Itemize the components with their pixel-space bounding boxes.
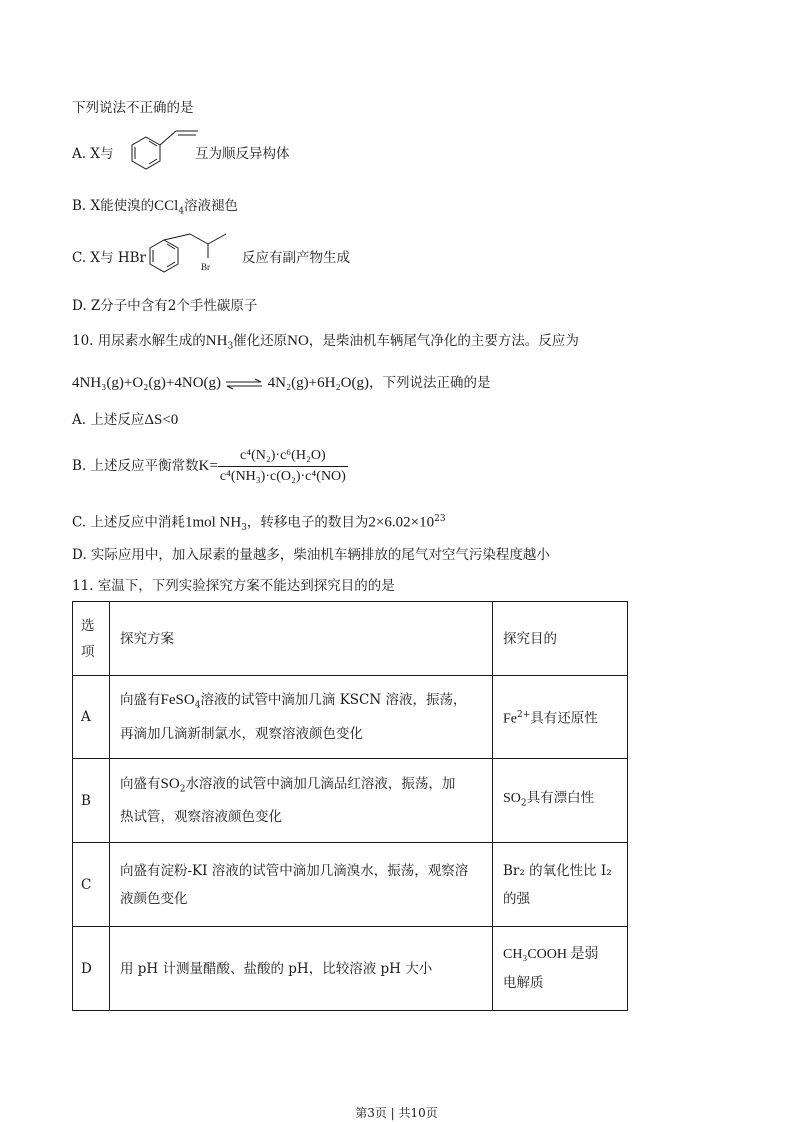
q10-stem-pre: 10. 用尿素水解生成的 <box>72 333 206 349</box>
propylbenzene-structure-icon <box>146 230 242 282</box>
q10-stem <box>72 331 579 357</box>
mol-nh3: 1mol NH <box>184 514 242 531</box>
q10-stem-post: ，是柴油机车辆尾气净化的主要方法。反应为 <box>308 333 579 349</box>
row-goal <box>493 676 628 759</box>
q10-option-b-prefix: B. 上述反应平衡常数 <box>72 458 199 474</box>
plan-text: 向盛有 <box>120 692 161 709</box>
q10-equation <box>72 373 491 393</box>
header-plan: 探究方案 <box>110 602 493 676</box>
row-goal <box>493 927 628 1011</box>
plan-text-line2: 再滴加几滴新制氯水，观察溶液颜色变化 <box>120 725 363 742</box>
feso4-subscript: 4 <box>194 700 201 711</box>
goal-text: 具有还原性 <box>530 710 598 727</box>
row-option: C <box>73 843 110 927</box>
table-header-row <box>73 602 628 676</box>
table-row <box>73 759 628 843</box>
q10-stem-mid: 催化还原 <box>233 333 288 349</box>
row-plan <box>110 927 493 1011</box>
electron-count: 2×6.02×10 <box>368 514 435 531</box>
row-option: A <box>73 676 110 759</box>
table-row <box>73 927 628 1011</box>
row-goal <box>493 759 628 843</box>
q9-stem: 下列说法不正确的是 <box>72 100 194 116</box>
goal-text-line2: 的强 <box>503 890 530 907</box>
fe-ion: Fe <box>503 711 517 727</box>
q9-option-a-prefix: A. X与 <box>72 146 114 162</box>
q9-option-c <box>72 248 146 268</box>
no-formula: NO <box>287 333 309 349</box>
so2-formula: SO <box>160 775 180 792</box>
fraction-numerator: c⁴(N₂)·c⁶(H₂O) <box>218 447 348 467</box>
row-plan <box>110 676 493 759</box>
equilibrium-arrow-icon <box>225 378 263 390</box>
plan-text-line2: 热试管，观察溶液颜色变化 <box>120 809 282 826</box>
so2-goal-subscript: 2 <box>520 798 527 809</box>
so2-goal: SO <box>503 790 521 806</box>
delta-s-expression: ΔS<0 <box>144 412 179 428</box>
q10-option-b <box>72 444 348 488</box>
q9-option-b-prefix: B. X能使溴的 <box>72 198 155 214</box>
header-goal: 探究目的 <box>493 602 628 676</box>
row-option: B <box>73 759 110 843</box>
ccl4-subscript: 4 <box>178 206 185 217</box>
q10-option-c-mid: ，转移电子的数目为 <box>246 514 369 531</box>
goal-text: Br₂ 的氧化性比 I₂ <box>503 862 612 879</box>
page-footer: 第3页 | 共10页 <box>355 1106 438 1120</box>
fraction-denominator: c⁴(NH₃)·c(O₂)·c⁴(NO) <box>219 469 346 484</box>
experiment-table <box>72 601 628 1011</box>
goal-text: CH₃COOH 是弱 <box>503 946 599 962</box>
feso4-formula: FeSO <box>160 692 195 709</box>
bromine-label: Br <box>201 262 210 272</box>
plan-text: 向盛有 <box>120 775 161 792</box>
header-option-line2: 项 <box>81 643 95 660</box>
ccl4-formula: CCl <box>154 198 179 214</box>
q9-option-c-suffix: 反应有副产物生成 <box>242 250 350 266</box>
q9-option-b-suffix: 溶液褪色 <box>184 198 239 214</box>
row-option: D <box>73 927 110 1011</box>
nh3-subscript: 3 <box>227 341 234 352</box>
fe-ion-charge: 2+ <box>517 709 531 720</box>
equilibrium-constant-label: K= <box>198 458 218 474</box>
q10-option-a <box>72 410 178 430</box>
nh3-formula: NH <box>205 333 228 349</box>
mol-nh3-subscript: 3 <box>241 523 247 534</box>
electron-count-exponent: 23 <box>434 514 446 524</box>
equation-after: ，下列说法正确的是 <box>369 375 491 391</box>
q11-stem: 11. 室温下，下列实验探究方案不能达到探究目的的是 <box>72 578 395 594</box>
plan-text: 水溶液的试管中滴加几滴品红溶液，振荡，加 <box>185 775 456 792</box>
plan-text: 用 pH 计测量醋酸、盐酸的 pH，比较溶液 pH 大小 <box>120 960 433 977</box>
table-row <box>73 676 628 759</box>
header-option <box>73 602 110 676</box>
q9-option-d: D. Z分子中含有2个手性碳原子 <box>72 298 258 314</box>
row-goal <box>493 843 628 927</box>
header-option-line1: 选 <box>81 617 95 634</box>
goal-text: 具有漂白性 <box>526 789 595 806</box>
goal-text-line2: 电解质 <box>503 974 544 991</box>
row-plan <box>110 843 493 927</box>
equation-left: 4NH₃(g)+O₂(g)+4NO(g) <box>72 375 222 391</box>
q10-option-d: D. 实际应用中，加入尿素的量越多，柴油机车辆排放的尾气对空气污染程度越小 <box>72 547 550 563</box>
q10-option-a-prefix: A. 上述反应 <box>72 412 145 428</box>
plan-text: 溶液的试管中滴加几滴 KSCN 溶液，振荡， <box>200 692 467 709</box>
q10-option-c-prefix: C. 上述反应中消耗 <box>72 514 185 531</box>
q10-option-c <box>72 509 446 538</box>
plan-text: 向盛有淀粉-KI 溶液的试管中滴加几滴溴水，振荡，观察溶 <box>120 862 469 879</box>
equation-right: 4N₂(g)+6H₂O(g) <box>267 375 370 391</box>
equilibrium-constant-fraction <box>218 447 348 486</box>
q9-option-b <box>72 196 238 222</box>
q9-option-c-prefix: C. X与 HBr <box>72 250 146 266</box>
so2-subscript: 2 <box>179 784 186 795</box>
styrene-structure-icon <box>120 126 200 176</box>
table-row <box>73 843 628 927</box>
q9-option-a-suffix: 互为顺反异构体 <box>195 146 290 162</box>
plan-text-line2: 液颜色变化 <box>120 890 188 907</box>
row-plan <box>110 759 493 843</box>
q9-option-a <box>72 144 113 164</box>
